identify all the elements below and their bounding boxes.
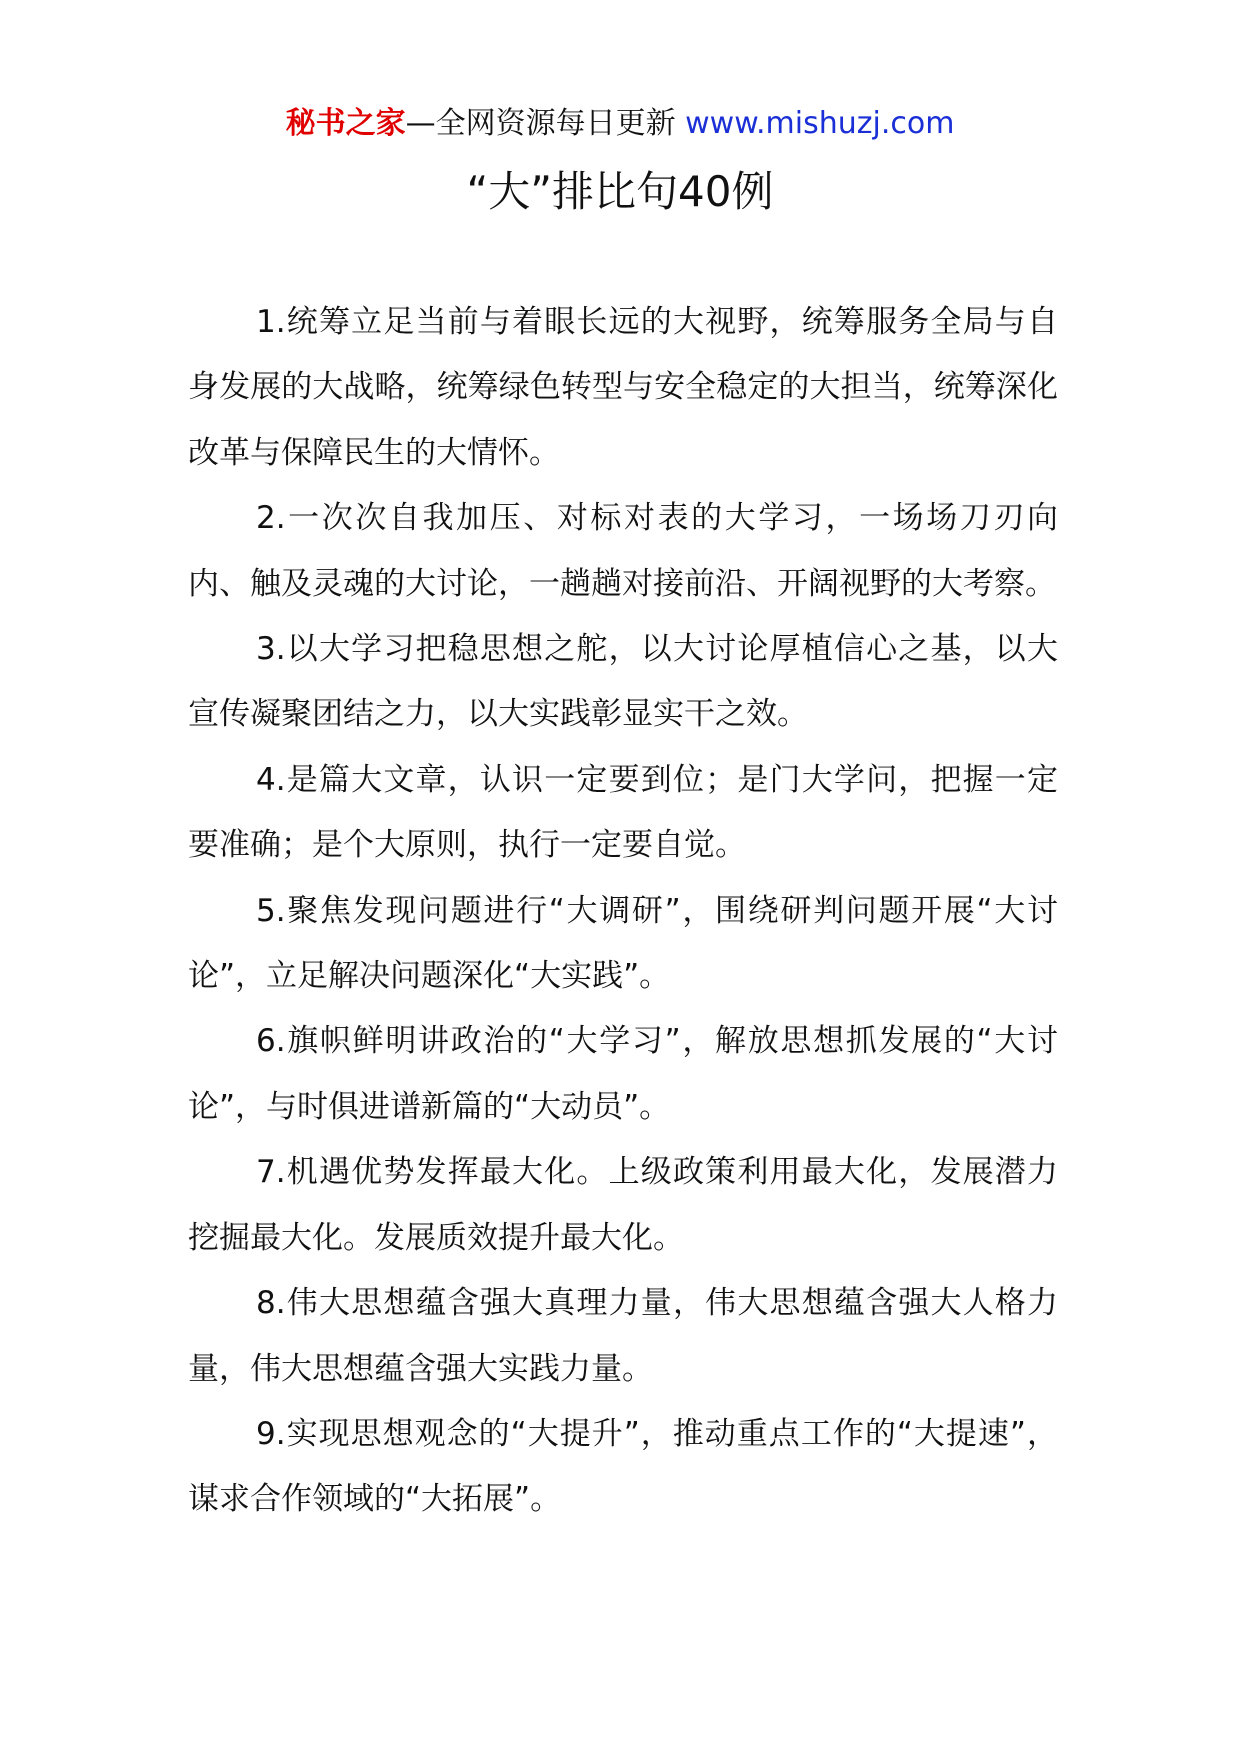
document-body <box>188 290 1058 1533</box>
paragraph-1: 1.统筹立足当前与着眼长远的大视野，统筹服务全局与自身发展的大战略，统筹绿色转型与安全稳定的大担当，统筹深化改革与保障民生的大情怀。 <box>188 304 1058 471</box>
site-brand: 秘书之家 <box>285 106 406 141</box>
paragraph-9: 9.实现思想观念的“大提升”，推动重点工作的“大提速”，谋求合作领域的“大拓展”。 <box>188 1415 1058 1518</box>
site-tagline: —全网资源每日更新 <box>405 106 676 141</box>
paragraph-8: 8.伟大思想蕴含强大真理力量，伟大思想蕴含强大人格力量，伟大思想蕴含强大实践力量。 <box>188 1285 1058 1387</box>
paragraph-6: 6.旗帜鲜明讲政治的“大学习”，解放思想抓发展的“大讨论”，与时俱进谱新篇的“大动员”。 <box>188 1023 1058 1125</box>
document-title: “大”排比句40例 <box>466 167 774 216</box>
site-url-link[interactable]: www.mishuzj.com <box>685 106 955 141</box>
paragraph-7: 7.机遇优势发挥最大化。上级政策利用最大化，发展潜力挖掘最大化。发展质效提升最大化。 <box>188 1154 1058 1256</box>
paragraph-5: 5.聚焦发现问题进行“大调研”，围绕研判问题开展“大讨论”，立足解决问题深化“大实践”。 <box>188 892 1058 995</box>
paragraph-2: 2.一次次自我加压、对标对表的大学习，一场场刀刃向内、触及灵魂的大讨论，一趟趟对接前沿、开阔视野的大考察。 <box>188 500 1058 602</box>
paragraph-3: 3.以大学习把稳思想之舵，以大讨论厚植信心之基，以大宣传凝聚团结之力，以大实践彰显实干之效。 <box>188 631 1058 733</box>
paragraph-4: 4.是篇大文章，认识一定要到位；是门大学问，把握一定要准确；是个大原则，执行一定要自觉。 <box>188 761 1058 864</box>
site-header <box>0 104 1240 144</box>
